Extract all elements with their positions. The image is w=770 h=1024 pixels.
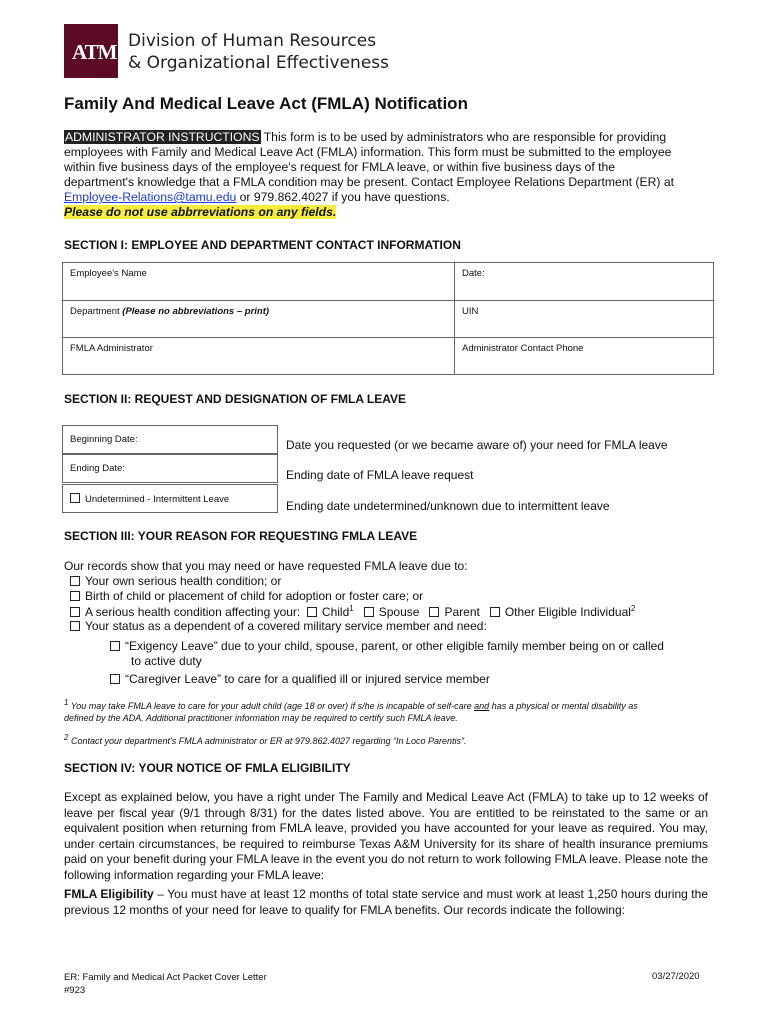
logo-text: ATM: [72, 40, 117, 64]
section4-heading: SECTION IV: YOUR NOTICE OF FMLA ELIGIBILITY: [64, 761, 351, 775]
org-name-line1: Division of Human Resources: [128, 31, 377, 51]
employee-name-field[interactable]: [63, 263, 455, 301]
reason-own-health: [70, 574, 281, 588]
fmla-eligibility-label: FMLA Eligibility: [64, 887, 154, 901]
beginning-date-field[interactable]: [62, 425, 278, 454]
department-field[interactable]: [63, 301, 455, 338]
reason-exigency: [110, 639, 664, 653]
military-checkbox[interactable]: [70, 621, 80, 631]
birth-label: Birth of child or placement of child for adoption or foster care; or: [85, 589, 424, 603]
child-checkbox[interactable]: [307, 607, 317, 617]
instructions-label: ADMINISTRATOR INSTRUCTIONS: [65, 130, 260, 144]
reason-intro: Our records show that you may need or have requested FMLA leave due to:: [64, 559, 468, 573]
reason-caregiver: [110, 672, 490, 686]
fmla-admin-label: FMLA Administrator: [70, 343, 153, 354]
other-individual-label: Other Eligible Individual: [504, 605, 631, 619]
own-health-checkbox[interactable]: [70, 576, 80, 586]
department-note: (Please no abbreviations – print): [122, 306, 270, 317]
reason-military: [70, 619, 487, 633]
ending-date-field[interactable]: [62, 454, 278, 483]
exigency-label: “Exigency Leave” due to your child, spouse, parent, or other eligible family member being on or called: [125, 639, 664, 653]
contact-info-table: [62, 262, 714, 375]
footer-doc-title: ER: Family and Medical Act Packet Cover Letter: [64, 972, 267, 983]
section2-heading: SECTION II: REQUEST AND DESIGNATION OF FMLA LEAVE: [64, 392, 407, 406]
admin-phone-label: Administrator Contact Phone: [462, 343, 584, 354]
uin-field[interactable]: [455, 301, 714, 338]
caregiver-label: “Caregiver Leave” to care for a qualified ill or injured service member: [125, 672, 490, 686]
instructions-line2: employees with Family and Medical Leave Act (FMLA) information. This form must be submitted to the employee: [64, 145, 672, 159]
footnote-2-marker: 2: [64, 733, 69, 742]
spouse-label: Spouse: [378, 605, 420, 619]
instructions-line1: This form is to be used by administrators who are responsible for providing: [260, 130, 667, 144]
eligibility-paragraph: Except as explained below, you have a right under The Family and Medical Leave Act (FMLA) to take up to 12 weeks of leave per fiscal year (9/1 through 8/31) for the dates listed above. You are entitled to be reinstated to the same or an equivalent position when returning from FMLA leave, provided you have accounted for your leave as required. You may, under certain circumstances, be required to reimburse Texas A&M University for its share of health insurance premiums paid on your benefit during your FMLA leave in the event you do not return to work following FMLA leave. Please note the following information regarding your FMLA leave:: [64, 790, 708, 882]
page-title: Family And Medical Leave Act (FMLA) Notification: [64, 94, 468, 113]
family-health-checkbox[interactable]: [70, 607, 80, 617]
fmla-eligibility-paragraph: [64, 887, 708, 918]
footer-left: [64, 971, 267, 997]
department-label: Department: [70, 306, 123, 317]
beginning-date-desc: Date you requested (or we became aware of) your need for FMLA leave: [286, 438, 668, 452]
instructions-line4: department's knowledge that a FMLA condition may be present. Contact Employee Relations Department (ER) at: [64, 175, 674, 189]
footnote-1-and: and: [474, 701, 490, 711]
instructions-line5: or 979.862.4027 if you have questions.: [236, 190, 450, 204]
footnote-1-marker: 1: [64, 698, 69, 707]
ending-date-label: Ending Date:: [70, 463, 125, 474]
undetermined-label: Undetermined - Intermittent Leave: [85, 494, 230, 505]
er-email-link[interactable]: Employee-Relations@tamu.edu: [64, 190, 237, 204]
reason-birth: [70, 589, 423, 603]
other-individual-checkbox[interactable]: [490, 607, 500, 617]
own-health-label: Your own serious health condition; or: [85, 574, 282, 588]
tamu-logo: [64, 24, 118, 78]
undetermined-checkbox[interactable]: [70, 493, 80, 503]
footnote-ref-1: 1: [349, 604, 354, 613]
footnote-ref-2: 2: [630, 604, 636, 613]
section1-heading: SECTION I: EMPLOYEE AND DEPARTMENT CONTACT INFORMATION: [64, 238, 461, 252]
footnote-1-text-c: defined by the ADA. Additional practitioner information may be required to certify such FMLA leave.: [64, 713, 458, 723]
footnote-1-text-b: has a physical or mental disability as: [489, 701, 638, 711]
instructions-block: [64, 130, 724, 220]
uin-label: UIN: [462, 306, 479, 317]
ending-date-desc: Ending date of FMLA leave request: [286, 468, 474, 482]
instructions-line3: within five business days of the employee's request for FMLA leave, or within five business days of the: [64, 160, 616, 174]
child-label: Child: [321, 605, 350, 619]
exigency-label-cont: to active duty: [131, 654, 202, 668]
birth-checkbox[interactable]: [70, 591, 80, 601]
date-label: Date:: [462, 268, 485, 279]
parent-checkbox[interactable]: [429, 607, 439, 617]
section3-heading: SECTION III: YOUR REASON FOR REQUESTING FMLA LEAVE: [64, 529, 418, 543]
footnote-2: [64, 732, 714, 747]
footer-date: 03/27/2020: [652, 971, 700, 982]
footnote-1: [64, 697, 714, 724]
military-label: Your status as a dependent of a covered military service member and need:: [85, 619, 487, 633]
parent-label: Parent: [444, 605, 480, 619]
spouse-checkbox[interactable]: [364, 607, 374, 617]
employee-name-label: Employee's Name: [70, 268, 147, 279]
beginning-date-label: Beginning Date:: [70, 434, 138, 445]
footnote-2-text: Contact your department's FMLA administrator or ER at 979.862.4027 regarding “In Loco Parentis”.: [68, 736, 467, 746]
footnote-1-text-a: You may take FMLA leave to care for your adult child (age 18 or over) if s/he is incapable of self-care: [68, 701, 475, 711]
undetermined-desc: Ending date undetermined/unknown due to intermittent leave: [286, 499, 610, 513]
org-name-line2: & Organizational Effectiveness: [128, 53, 390, 73]
fmla-admin-field[interactable]: [63, 338, 455, 375]
fmla-eligibility-text: – You must have at least 12 months of total state service and must work at least 1,250 hours during the previous 12 months of your need for leave to qualify for FMLA benefits. Our records indicate the following:: [64, 887, 708, 917]
date-field[interactable]: [455, 263, 714, 301]
footer-form-number: #923: [64, 985, 86, 996]
family-health-label: A serious health condition affecting your:: [85, 605, 301, 619]
undetermined-field: [62, 484, 278, 513]
reason-family-health: [70, 604, 635, 619]
caregiver-checkbox[interactable]: [110, 674, 120, 684]
no-abbrev-warning: Please do not use abbrreviations on any fields.: [64, 205, 337, 219]
admin-phone-field[interactable]: [455, 338, 714, 375]
exigency-checkbox[interactable]: [110, 641, 120, 651]
